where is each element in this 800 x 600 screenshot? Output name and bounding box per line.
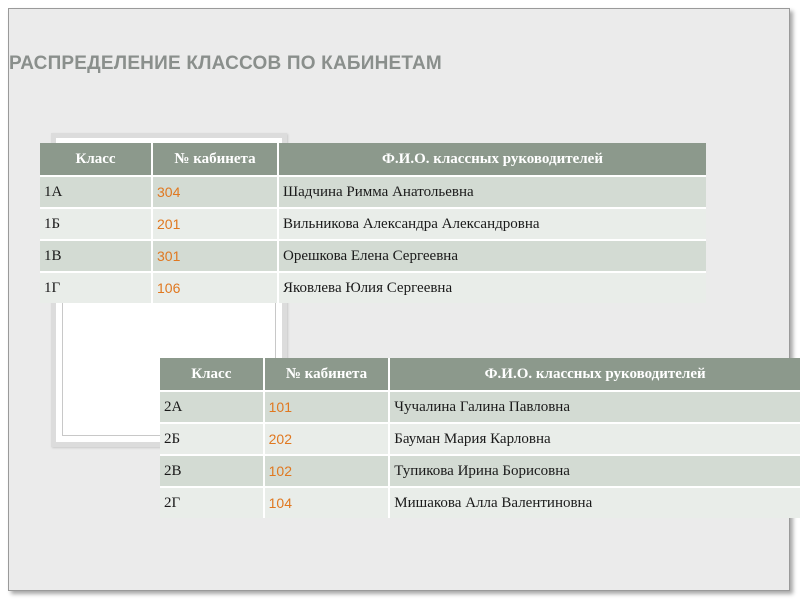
teacher-cell: Мишакова Алла Валентиновна [389,487,800,518]
class-cell: 1А [40,176,152,208]
class-cell: 2Б [160,423,264,455]
header-room: № кабинета [264,358,390,391]
teacher-cell: Шадчина Римма Анатольевна [278,176,706,208]
header-teacher: Ф.И.О. классных руководителей [389,358,800,391]
table-row [160,391,800,423]
room-cell: 106 [152,272,278,303]
room-cell: 301 [152,240,278,272]
class-cell: 2А [160,391,264,423]
table-header-row [160,358,800,391]
room-cell: 102 [264,455,390,487]
teacher-cell: Яковлева Юлия Сергеевна [278,272,706,303]
table-header-row [40,143,706,176]
header-class: Класс [40,143,152,176]
table-row [40,272,706,303]
table-row [40,208,706,240]
header-teacher: Ф.И.О. классных руководителей [278,143,706,176]
table-row [160,423,800,455]
teacher-cell: Орешкова Елена Сергеевна [278,240,706,272]
header-class: Класс [160,358,264,391]
class-cell: 1Г [40,272,152,303]
teacher-cell: Бауман Мария Карловна [389,423,800,455]
table-row [160,455,800,487]
class-cell: 1Б [40,208,152,240]
table-row [40,176,706,208]
teacher-cell: Вильникова Александра Александровна [278,208,706,240]
class-cell: 2В [160,455,264,487]
class-table-first-grade [40,143,706,303]
teacher-cell: Чучалина Галина Павловна [389,391,800,423]
teacher-cell: Тупикова Ирина Борисовна [389,455,800,487]
room-cell: 101 [264,391,390,423]
header-room: № кабинета [152,143,278,176]
room-cell: 201 [152,208,278,240]
room-cell: 104 [264,487,390,518]
table-row [40,240,706,272]
class-cell: 2Г [160,487,264,518]
table-row [160,487,800,518]
class-cell: 1В [40,240,152,272]
class-table-second-grade [160,358,800,518]
room-cell: 304 [152,176,278,208]
room-cell: 202 [264,423,390,455]
page-title: РАСПРЕДЕЛЕНИЕ КЛАССОВ ПО КАБИНЕТАМ [9,53,442,74]
